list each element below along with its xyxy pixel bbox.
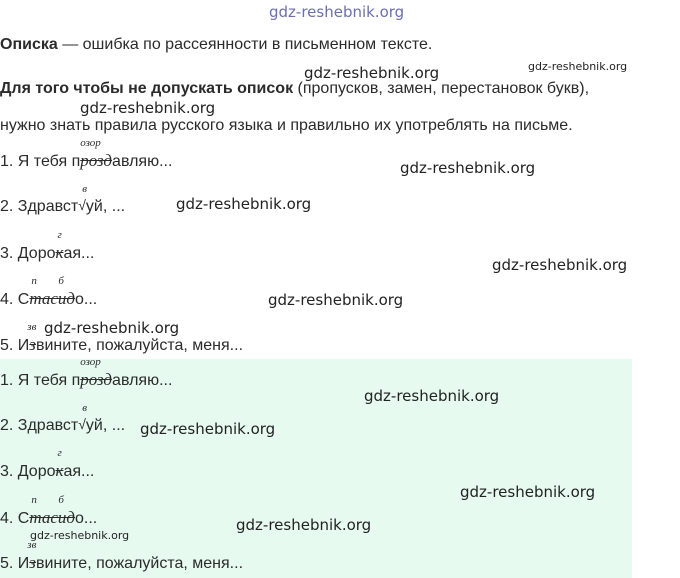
answer-1-pre: 1. Я тебя п xyxy=(0,372,81,389)
watermark: gdz-reshebnik.org xyxy=(80,99,216,117)
example-1-sup: озор xyxy=(80,137,101,149)
answer-5-pre: 5. И xyxy=(0,555,30,572)
watermark: gdz-reshebnik.org xyxy=(364,387,500,405)
definition-text: ошибка по рассеянности в письменном тексте. xyxy=(82,36,433,53)
answer-5-sup: зв xyxy=(27,539,37,551)
example-3-old: к xyxy=(55,243,64,262)
answer-3-sup: г xyxy=(57,447,62,459)
watermark: gdz-reshebnik.org xyxy=(528,60,628,73)
answer-1-post: авляю... xyxy=(112,372,173,389)
answer-2 xyxy=(0,402,126,435)
answer-1-old: розд xyxy=(80,370,113,389)
answer-2-pre: 2. Здравст xyxy=(0,417,79,434)
rule-bold: Для того чтобы не допускать описок xyxy=(0,80,294,97)
watermark-header: gdz-reshebnik.org xyxy=(269,3,405,21)
example-1-correction xyxy=(80,137,113,171)
watermark: gdz-reshebnik.org xyxy=(140,420,276,438)
watermark: gdz-reshebnik.org xyxy=(44,319,180,337)
definition-dash: — xyxy=(57,36,83,53)
answer-4-old: тасид xyxy=(29,508,75,527)
answer-highlight-panel xyxy=(0,359,632,578)
answer-2-sup: в xyxy=(82,402,88,414)
watermark: gdz-reshebnik.org xyxy=(236,516,372,534)
example-5-pre: 5. И xyxy=(0,337,30,354)
example-3-correction xyxy=(55,229,64,263)
answer-4-post: о... xyxy=(74,510,98,527)
answer-2-post: уй, ... xyxy=(85,417,126,434)
example-3-sup: г xyxy=(57,229,62,241)
example-4 xyxy=(0,275,98,309)
example-5-old: з xyxy=(29,335,36,354)
answer-5 xyxy=(0,539,244,573)
rule-line-1 xyxy=(0,80,589,98)
answer-4 xyxy=(0,494,98,528)
example-4-old: тасид xyxy=(29,289,75,308)
insert-caret-icon: √ xyxy=(78,416,86,432)
answer-1 xyxy=(0,356,173,390)
watermark: gdz-reshebnik.org xyxy=(460,483,596,501)
answer-4-correction xyxy=(29,494,75,528)
answer-4-sup-1: п xyxy=(31,494,37,506)
answer-5-correction xyxy=(27,539,37,573)
answer-1-sup: озор xyxy=(80,356,101,368)
rule-paren: (пропусков, замен, перестановок букв), xyxy=(293,80,590,97)
example-3-pre: 3. Доро xyxy=(0,245,56,262)
answer-3-pre: 3. Доро xyxy=(0,463,56,480)
watermark: gdz-reshebnik.org xyxy=(268,291,404,309)
watermark: gdz-reshebnik.org xyxy=(30,529,130,542)
answer-4-pre: 4. С xyxy=(0,510,30,527)
answer-5-post: вините, пожалуйста, меня... xyxy=(35,555,244,572)
example-2-pre: 2. Здравст xyxy=(0,198,79,215)
answer-5-old: з xyxy=(29,553,36,572)
watermark: gdz-reshebnik.org xyxy=(492,256,628,274)
watermark: gdz-reshebnik.org xyxy=(176,195,312,213)
answer-4-sup-2: б xyxy=(58,494,64,506)
answer-3 xyxy=(0,447,95,481)
watermark: gdz-reshebnik.org xyxy=(304,64,440,82)
example-4-sup-1: п xyxy=(31,275,37,287)
answer-3-correction xyxy=(55,447,64,481)
example-1-pre: 1. Я тебя п xyxy=(0,153,81,170)
example-1-old: розд xyxy=(80,151,113,170)
example-4-pre: 4. С xyxy=(0,291,30,308)
example-5-sup: зв xyxy=(27,321,37,333)
rule-line-2: нужно знать правила русского языка и правильно их употреблять на письме. xyxy=(0,117,573,134)
example-3 xyxy=(0,229,95,263)
example-5-post: вините, пожалуйста, меня... xyxy=(35,337,244,354)
example-1-post: авляю... xyxy=(112,153,173,170)
example-3-post: ая... xyxy=(63,245,95,262)
example-2-post: уй, ... xyxy=(85,198,126,215)
example-2-sup: в xyxy=(82,183,88,195)
example-4-post: о... xyxy=(74,291,98,308)
example-1 xyxy=(0,137,173,171)
definition-term: Описка xyxy=(0,36,58,53)
answer-1-correction xyxy=(80,356,113,390)
definition-line xyxy=(0,36,432,54)
example-4-correction xyxy=(29,275,75,309)
watermark: gdz-reshebnik.org xyxy=(400,159,536,177)
example-2-correction xyxy=(78,183,88,216)
example-5-correction xyxy=(27,321,37,355)
answer-2-correction xyxy=(78,402,88,435)
insert-caret-icon: √ xyxy=(78,197,86,213)
example-2 xyxy=(0,183,126,216)
answer-3-post: ая... xyxy=(63,463,95,480)
example-4-sup-2: б xyxy=(58,275,64,287)
answer-3-old: к xyxy=(55,461,64,480)
